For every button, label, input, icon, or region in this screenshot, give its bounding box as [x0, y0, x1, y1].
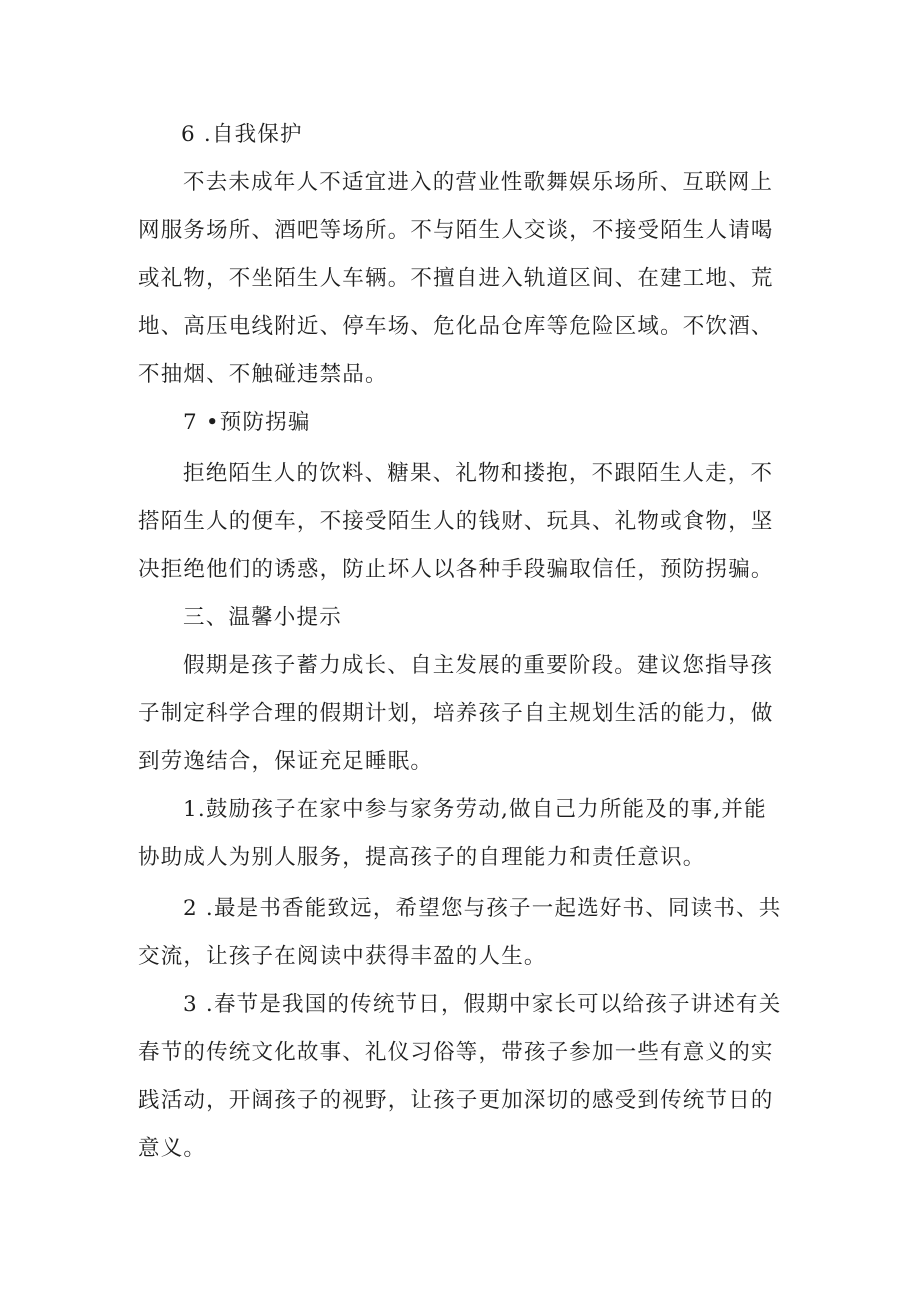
list-item-line-text: 意义。 [138, 1136, 207, 1161]
paragraph-line-text: 子制定科学合理的假期计划，培养孩子自主规划生活的能力，做 [138, 701, 774, 726]
list-item-line-text: 协助成人为别人服务，提高孩子的自理能力和责任意识。 [138, 845, 706, 870]
paragraph-line-text: 搭陌生人的便车，不接受陌生人的钱财、玩具、礼物或食物，坚 [138, 509, 774, 534]
paragraph-line-text: 不抽烟、不触碰违禁品。 [138, 362, 388, 387]
paragraph-line-text: 或礼物，不坐陌生人车辆。不擅自进入轨道区间、在建工地、荒 [138, 266, 774, 291]
paragraph-line-text: 假期是孩子蓄力成长、自主发展的重要阶段。建议您指导孩 [183, 653, 774, 678]
heading-warm-tips-text: 三、温馨小提示 [183, 605, 342, 630]
list-item-line-text: 春节的传统文化故事、礼仪习俗等，带孩子参加一些有意义的实 [138, 1040, 774, 1065]
paragraph-line-text: 地、高压电线附近、停车场、危化品仓库等危险区域。不饮酒、 [138, 314, 774, 339]
paragraph-line-text: 拒绝陌生人的饮料、糖果、礼物和搂抱，不跟陌生人走，不 [183, 461, 774, 486]
paragraph-line-text: 不去未成年人不适宜进入的营业性歌舞娱乐场所、互联网上 [183, 170, 774, 195]
list-item-line-text: 3 .春节是我国的传统节日，假期中家长可以给孩子讲述有关 [183, 992, 782, 1017]
list-item-line-text: 交流，让孩子在阅读中获得丰盈的人生。 [138, 944, 547, 969]
list-item-line-text: 1.鼓励孩子在家中参与家务劳动,做自己力所能及的事,并能 [183, 797, 767, 822]
list-item-line-text: 2 .最是书香能致远，希望您与孩子一起选好书、同读书、共 [183, 896, 782, 921]
paragraph-line-text: 网服务场所、酒吧等场所。不与陌生人交谈，不接受陌生人请喝 [138, 218, 774, 243]
heading-anti-abduction-text: 7 •预防拐骗 [183, 410, 311, 435]
paragraph-line-text: 决拒绝他们的诱惑，防止坏人以各种手段骗取信任，预防拐骗。 [138, 557, 774, 582]
heading-self-protection-text: 6 .自我保护 [181, 122, 303, 147]
paragraph-line-text: 到劳逸结合，保证充足睡眠。 [138, 749, 434, 774]
list-item-line-text: 践活动，开阔孩子的视野，让孩子更加深切的感受到传统节日的 [138, 1088, 774, 1113]
